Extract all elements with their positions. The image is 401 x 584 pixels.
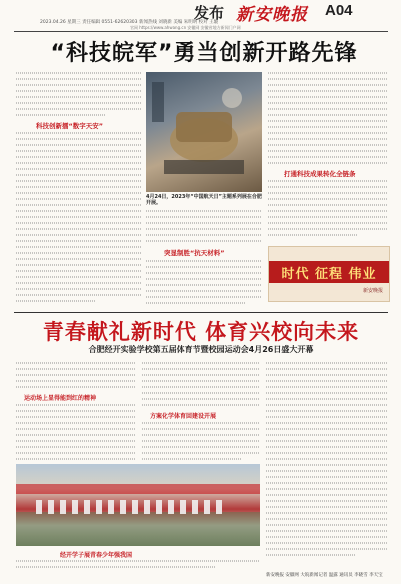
lead-photo-caption: 4月24日，2023年“中国航天日”主题系列展在合肥开展。 — [146, 194, 262, 206]
second-headline: 青春献礼新时代 体育兴校向未来 — [42, 320, 360, 344]
second-subhead-1: 运动场上显得能到红的精神 — [24, 395, 97, 402]
sports-meet-photo — [16, 464, 260, 546]
rocket-engine-illustration — [146, 72, 262, 192]
lead-headline: “科技皖军”勇当创新开路先锋 — [50, 41, 358, 66]
page-number: A04 — [325, 2, 353, 19]
second-col-2 — [142, 362, 260, 472]
lead-photo — [146, 72, 262, 192]
banner-title: 时代 征程 伟业 — [281, 267, 377, 282]
banner-sub: 新安晚报 — [362, 288, 383, 294]
section-label: 发布 — [194, 4, 225, 22]
dateline: 2023.04.26 星期三 责任编辑 0551-62620303 新闻热线 刘晓新 美编 朱明明 校对 王璇 — [40, 20, 219, 25]
lead-subhead-1: 科技创新擂“数字天安” — [36, 122, 104, 130]
era-banner — [268, 246, 390, 302]
masthead-rule — [14, 31, 388, 32]
footer-byline: 新安晚报 安徽网 大皖新闻记者 温露 通讯员 李晓雪 李天宝 — [266, 573, 383, 578]
site-line: 官网 https://www.ahwang.cn 安徽网 安徽省地方新闻门户网 — [130, 25, 241, 30]
student-formation-illustration — [16, 464, 260, 546]
masthead — [0, 0, 401, 30]
lead-col-1 — [16, 72, 141, 308]
second-col-bottom — [16, 560, 260, 574]
second-subheadline: 合肥经开实验学校第五届体育节暨校园运动会4月26日盛大开幕 — [88, 345, 314, 354]
second-subhead-2: 方案化学体育回建设开展 — [150, 413, 217, 420]
lead-col-3 — [268, 72, 388, 242]
section-divider — [14, 312, 388, 313]
lead-subhead-3: 突显制胜“抗天材料” — [164, 249, 225, 257]
second-subhead-3: 经开学子展青春少年强我国 — [60, 552, 133, 559]
lead-col-2 — [146, 210, 262, 308]
paper-name-logo: 新安晚报 — [236, 5, 308, 25]
second-col-3 — [266, 362, 388, 572]
lead-subhead-2: 打通科技成果转化全链条 — [284, 170, 356, 178]
